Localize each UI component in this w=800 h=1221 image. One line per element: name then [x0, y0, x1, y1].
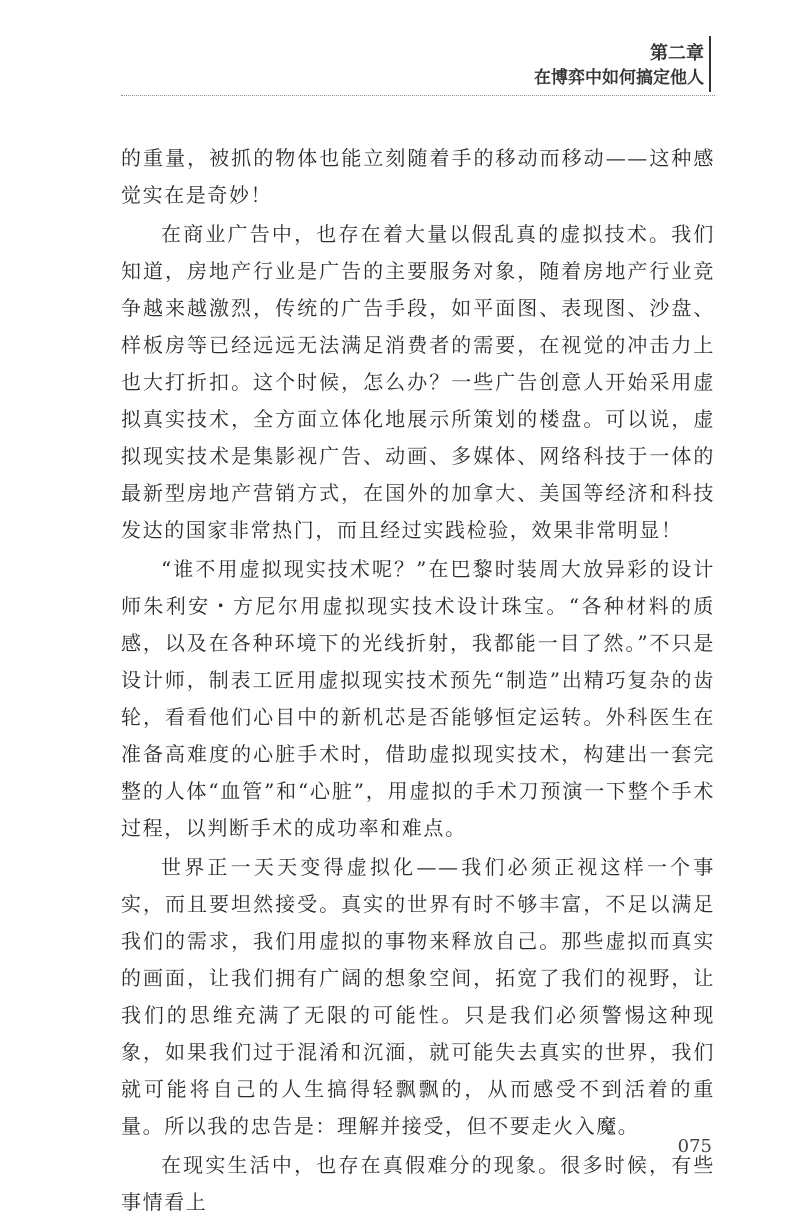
paragraph-virtual-world: 世界正一天天变得虚拟化——我们必须正视这样一个事实，而且要坦然接受。真实的世界有时不够丰富，不足以满足我们的需求，我们用虚拟的事物来释放自己。那些虚拟而真实的画面，让我们拥有广阔的想象空间，拓宽了我们的视野，让我们的思维充满了无限的可能性。只是我们必须警惕这种现象，如果我们过于混淆和沉湎，就可能失去真实的世界，我们就可能将自己的人生搞得轻飘飘的，从而感受不到活着的重量。所以我的忠告是：理解并接受，但不要走火入魔。 [121, 855, 715, 1138]
running-header [534, 42, 704, 90]
page-number: 075 [677, 1136, 712, 1157]
paragraph-designers: “谁不用虚拟现实技术呢？”在巴黎时装周大放异彩的设计师朱利安・方尼尔用虚拟现实技术设计珠宝。“各种材料的质感，以及在各种环境下的光线折射，我都能一目了然。”不只是设计师，制表工匠用虚拟现实技术预先“制造”出精巧复杂的齿轮，看看他们心目中的新机芯是否能够恒定运转。外科医生在准备高难度的心脏手术时，借助虚拟现实技术，构建出一套完整的人体“血管”和“心脏”，用虚拟的手术刀预演一下整个手术过程，以判断手术的成功率和难点。 [121, 557, 715, 840]
chapter-title: 在博弈中如何搞定他人 [534, 68, 704, 88]
header-dotted-rule [121, 95, 715, 96]
paragraph-real-life: 在现实生活中，也存在真假难分的现象。很多时候，有些事情看上 [121, 1153, 715, 1214]
body-text [121, 140, 715, 1221]
chapter-label: 第二章 [650, 43, 704, 64]
paragraph-advertising: 在商业广告中，也存在着大量以假乱真的虚拟技术。我们知道，房地产行业是广告的主要服务对象，随着房地产行业竞争越来越激烈，传统的广告手段，如平面图、表现图、沙盘、样板房等已经远远无法满足消费者的需要，在视觉的冲击力上也大打折扣。这个时候，怎么办？一些广告创意人开始采用虚拟真实技术，全方面立体化地展示所策划的楼盘。可以说，虚拟现实技术是集影视广告、动画、多媒体、网络科技于一体的最新型房地产营销方式，在国外的加拿大、美国等经济和科技发达的国家非常热门，而且经过实践检验，效果非常明显！ [121, 222, 715, 542]
header-vertical-bar [709, 36, 711, 92]
paragraph-continued: 的重量，被抓的物体也能立刻随着手的移动而移动——这种感觉实在是奇妙！ [121, 146, 715, 207]
